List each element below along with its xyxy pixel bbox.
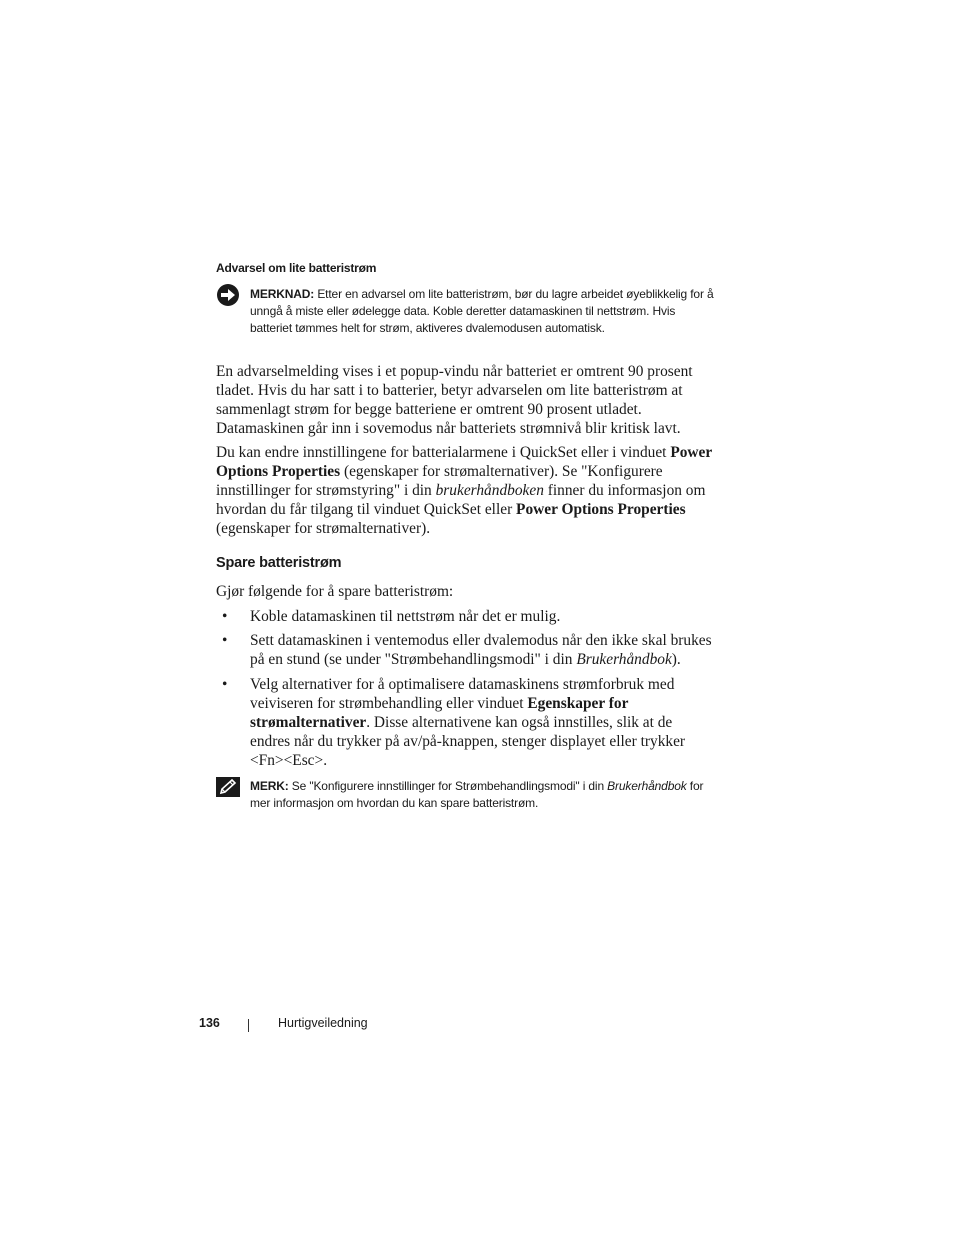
- text-run: for mer informasjon om hvordan du kan spare batteristrøm.: [250, 779, 704, 810]
- note-box: [216, 777, 716, 817]
- manual-reference: Brukerhåndbok: [607, 779, 687, 793]
- manual-reference: Brukerhåndbok: [576, 651, 672, 668]
- note-label: MERK:: [250, 779, 289, 793]
- paragraph-battery-alarm-settings: [216, 443, 716, 538]
- bullet-marker: •: [222, 632, 228, 649]
- note-text: [250, 778, 716, 812]
- ui-term-power-options: Power Options Properties: [516, 501, 686, 518]
- footer-divider: [248, 1019, 249, 1032]
- text-run: Velg alternativer for å optimalisere datamaskinens strømforbruk med veiviseren for strømbehandling eller vinduet: [250, 676, 675, 712]
- notice-body: Etter en advarsel om lite batteristrøm, bør du lagre arbeidet øyeblikkelig for å unngå å miste eller ødelegge data. Koble deretter datamaskinen til nettstrøm. Hvis batteriet tømmes helt for strøm, aktiveres dvalemodusen automatisk.: [250, 287, 714, 335]
- list-item-text: Koble datamaskinen til nettstrøm når det er mulig.: [250, 608, 561, 625]
- list-item-text: [250, 631, 716, 669]
- bullet-marker: •: [222, 676, 228, 693]
- ui-term-power-properties: Egenskaper for strømalternativer: [250, 695, 629, 731]
- notice-text: [250, 286, 716, 337]
- arrow-circle-notice-icon: [216, 283, 240, 312]
- text-run: Sett datamaskinen i ventemodus eller dvalemodus når den ikke skal brukes på en stund (se under "Strømbehandlingsmodi" i din: [250, 632, 712, 668]
- text-run: (egenskaper for strømalternativer). Se "Konfigurere innstillinger for strømstyring" i din: [216, 463, 663, 499]
- manual-reference: brukerhåndboken: [435, 482, 544, 499]
- pencil-note-icon: [216, 777, 240, 802]
- ui-term-power-options: Power Options Properties: [216, 444, 712, 480]
- section-heading: Spare batteristrøm: [216, 555, 342, 571]
- footer-title: Hurtigveiledning: [278, 1016, 368, 1030]
- text-run: Du kan endre innstillingene for batterialarmene i QuickSet eller i vinduet: [216, 444, 671, 461]
- bullet-marker: •: [222, 608, 228, 625]
- text-run: . Disse alternativene kan også innstilles, slik at de endres når du trykker på av/på-knappen, stenger displayet eller trykker <Fn><Esc>.: [250, 714, 686, 769]
- paragraph-low-battery-warning: En advarselmelding vises i et popup-vindu når batteriet er omtrent 90 prosent tladet. Hvis du har satt i to batterier, betyr advarselen om lite batteristrøm at sammenlagt strøm for begge batteriene er omtrent 90 prosent utladet. Datamaskinen går inn i sovemodus når batteriets strømnivå blir kritisk lavt.: [216, 363, 693, 437]
- text-run: (egenskaper for strømalternativer).: [216, 520, 431, 537]
- text-run: finner du informasjon om hvordan du får tilgang til vinduet QuickSet eller: [216, 482, 706, 518]
- intro-text: Gjør følgende for å spare batteristrøm:: [216, 583, 454, 600]
- text-run: ).: [671, 651, 681, 668]
- page-number: 136: [199, 1016, 220, 1030]
- text-run: Se "Konfigurere innstillinger for Strømbehandlingsmodi" i din: [288, 779, 608, 793]
- notice-label: MERKNAD:: [250, 287, 315, 301]
- subsection-heading: Advarsel om lite batteristrøm: [216, 261, 377, 275]
- list-item-text: [250, 675, 716, 770]
- notice-box: [216, 283, 716, 355]
